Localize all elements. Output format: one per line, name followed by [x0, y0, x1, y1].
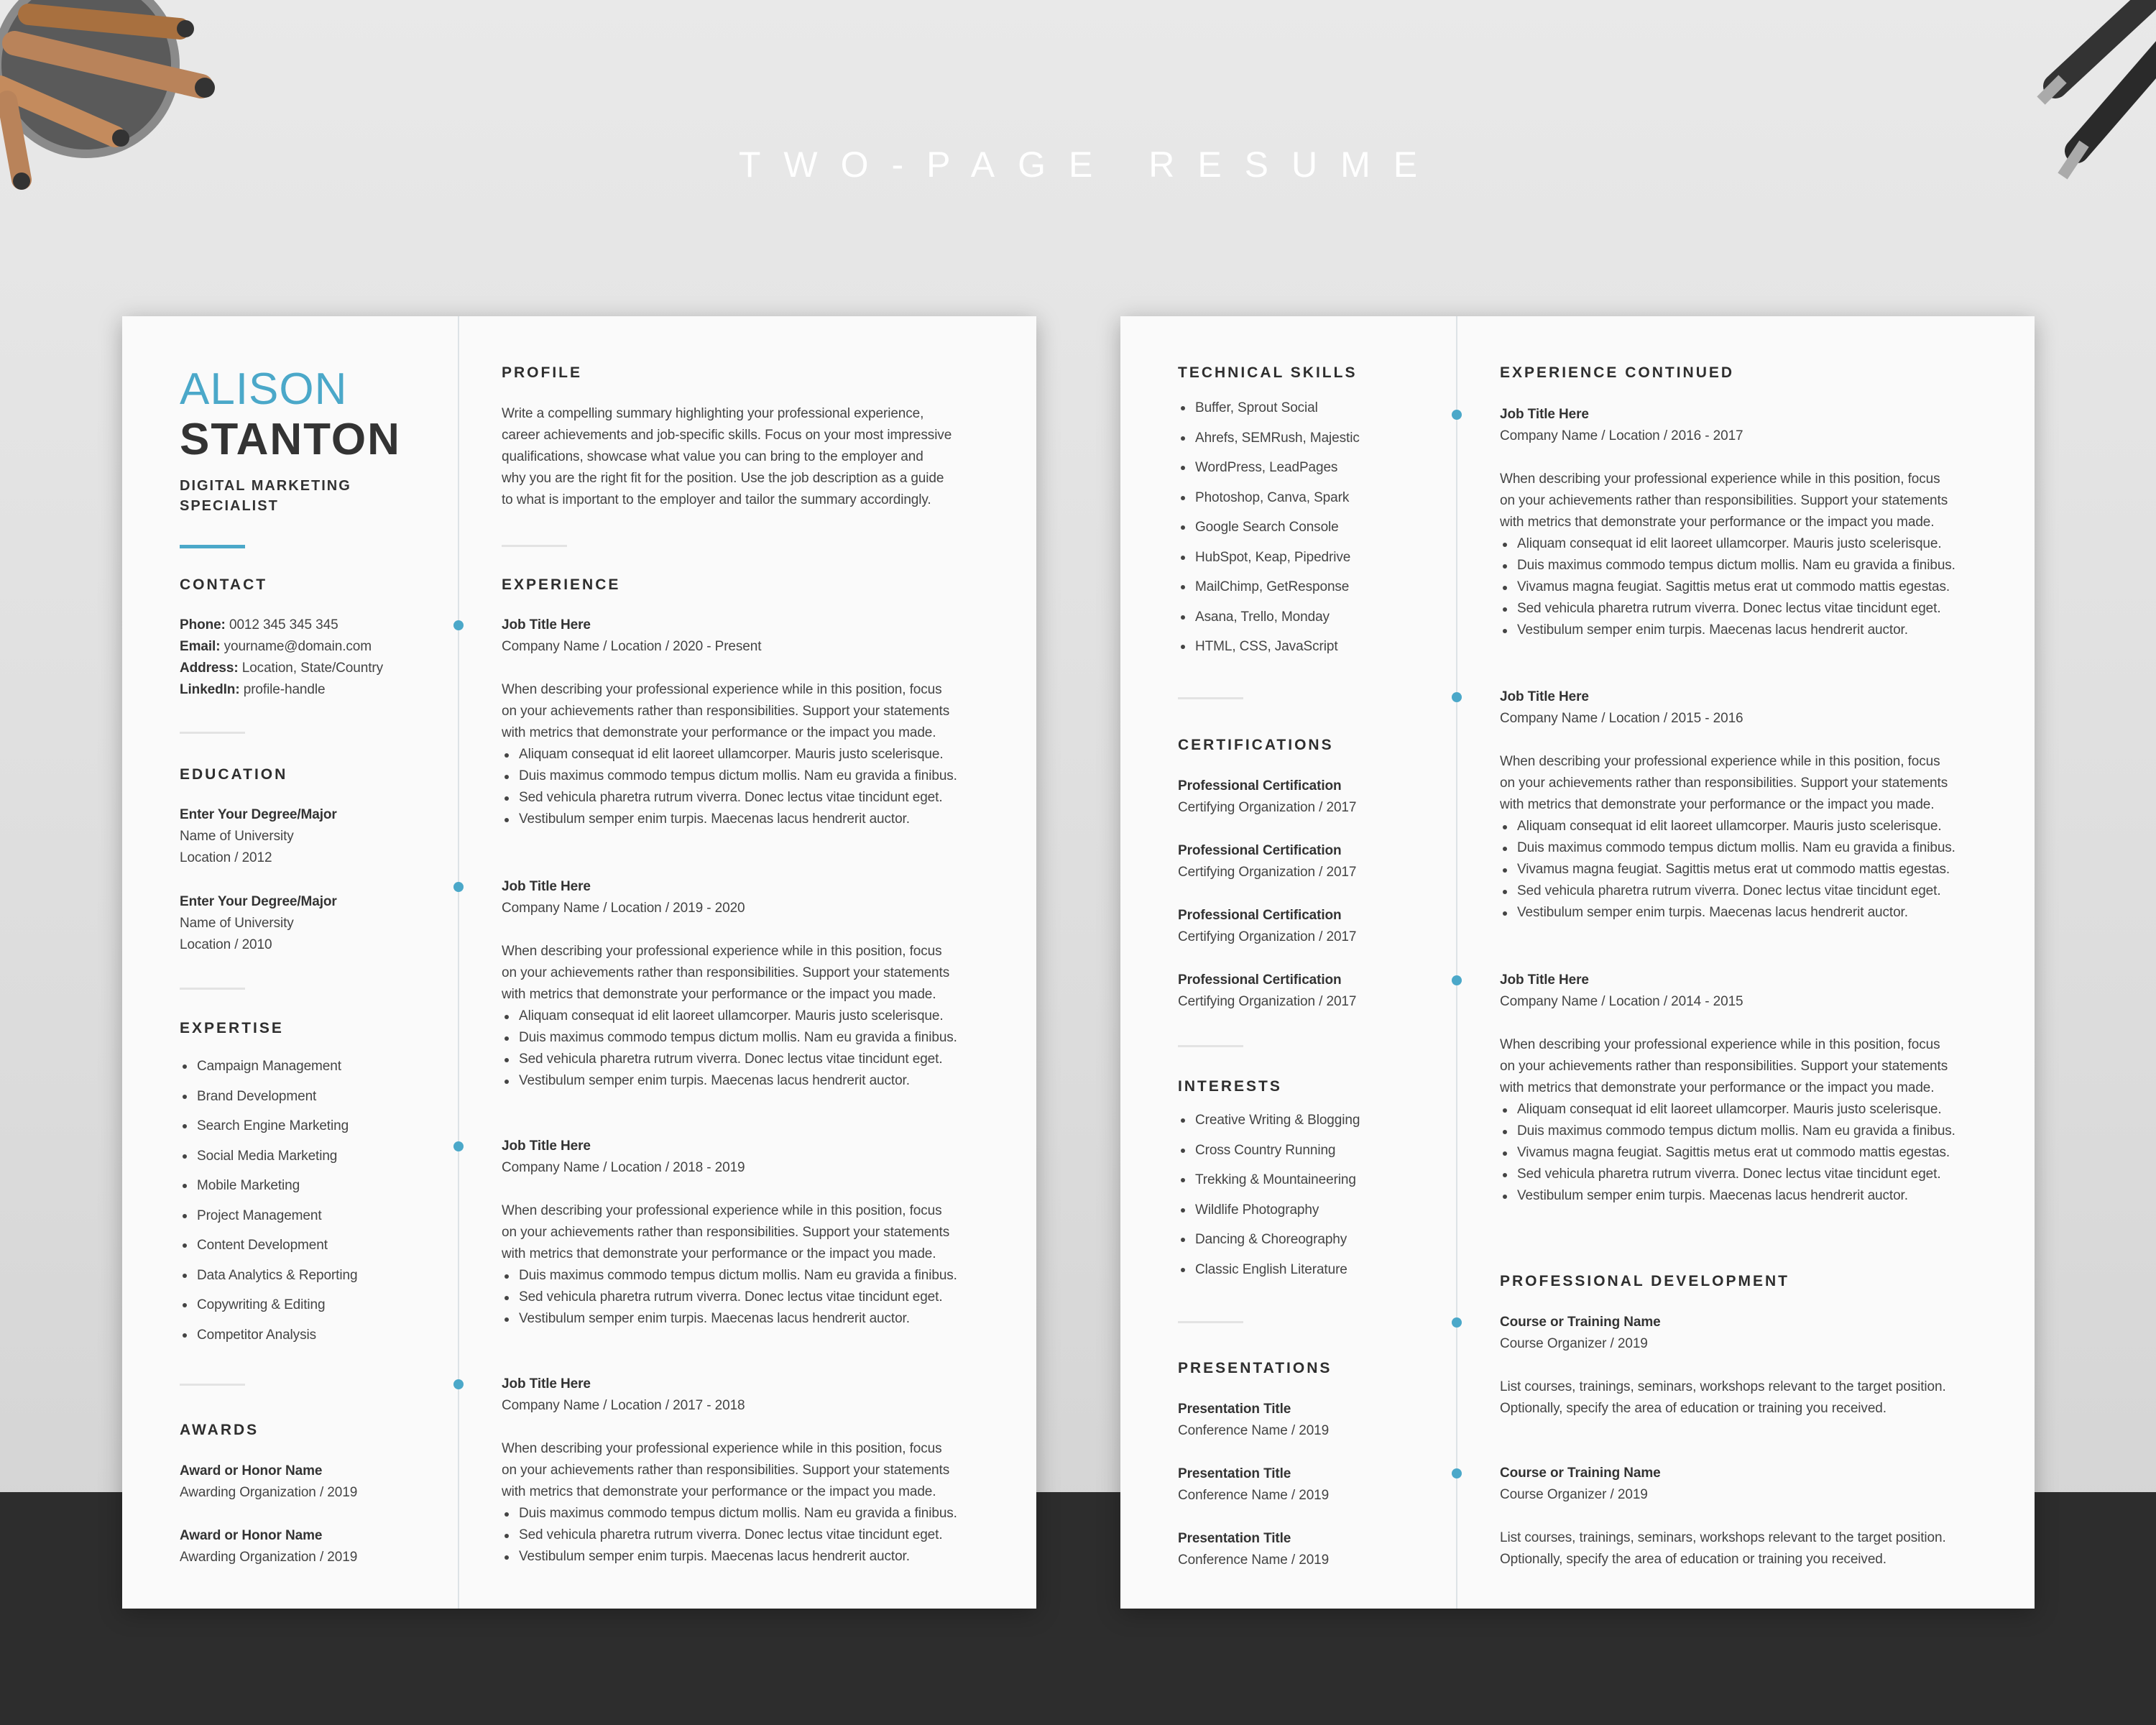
- job-bullet: Sed vehicula pharetra rutrum viverra. Donec lectus vitae tincidunt eget.: [502, 1049, 957, 1070]
- accent-bar: [180, 545, 245, 548]
- award-name: Award or Honor Name: [180, 1528, 323, 1543]
- banner-title: TWO-PAGE RESUME: [738, 144, 1441, 185]
- job-company: Company Name / Location / 2018 - 2019: [502, 1160, 745, 1175]
- job-bullet: Duis maximus commodo tempus dictum mollis. Nam eu gravida a finibus.: [502, 1503, 957, 1524]
- job-title: Job Title Here: [502, 1376, 591, 1392]
- job-description-line: with metrics that demonstrate your performance or the impact you made.: [502, 1484, 936, 1499]
- last-name: STANTON: [180, 415, 401, 464]
- skill-item: Ahrefs, SEMRush, Majestic: [1178, 423, 1360, 454]
- skill-item: Asana, Trello, Monday: [1178, 602, 1360, 632]
- job-bullet: Vestibulum semper enim turpis. Maecenas lacus hendrerit auctor.: [502, 1308, 957, 1330]
- job-description-line: When describing your professional experience while in this position, focus: [1500, 754, 1940, 769]
- presentation: [1178, 1463, 1329, 1506]
- certification-org: Certifying Organization / 2017: [1178, 994, 1357, 1009]
- interests-list: [1178, 1105, 1360, 1284]
- certifications-heading: CERTIFICATIONS: [1178, 737, 1334, 753]
- divider: [180, 732, 245, 734]
- award-item: [180, 1525, 357, 1568]
- interest-item: Classic English Literature: [1178, 1255, 1360, 1285]
- job-bullet: Vestibulum semper enim turpis. Maecenas lacus hendrerit auctor.: [1500, 1185, 1955, 1207]
- job-entry: [502, 615, 957, 830]
- job-bullet: Sed vehicula pharetra rutrum viverra. Donec lectus vitae tincidunt eget.: [502, 1287, 957, 1308]
- job-bullet: Duis maximus commodo tempus dictum mollis. Nam eu gravida a finibus.: [502, 765, 957, 787]
- expertise-item: Brand Development: [180, 1082, 357, 1112]
- certification-title: Professional Certification: [1178, 843, 1342, 858]
- awards-heading: AWARDS: [180, 1422, 259, 1438]
- experience-heading: EXPERIENCE: [502, 576, 621, 593]
- expertise-item: Project Management: [180, 1201, 357, 1231]
- job-bullet: Aliquam consequat id elit laoreet ullamcorper. Mauris justo scelerisque.: [502, 744, 957, 765]
- interests-heading: INTERESTS: [1178, 1078, 1282, 1095]
- job-description-line: with metrics that demonstrate your performance or the impact you made.: [1500, 515, 1935, 530]
- job-title-line: SPECIALIST: [180, 498, 279, 514]
- spacer: [1500, 1506, 1946, 1527]
- timeline-line: [458, 316, 459, 1609]
- divider: [180, 1384, 245, 1386]
- location-year: Location / 2010: [180, 937, 272, 952]
- presentation: [1178, 1399, 1329, 1442]
- university: Name of University: [180, 916, 294, 931]
- contact-row: [180, 636, 383, 658]
- certification-title: Professional Certification: [1178, 908, 1342, 923]
- course-description-line: Optionally, specify the area of education or training you received.: [1500, 1552, 1886, 1567]
- contact-row: [180, 615, 383, 636]
- pens-decoration: [1940, 0, 2156, 201]
- timeline-dot: [1452, 975, 1462, 985]
- course-entry: [1500, 1463, 1946, 1570]
- skill-item: WordPress, LeadPages: [1178, 453, 1360, 483]
- job-bullet: Aliquam consequat id elit laoreet ullamcorper. Mauris justo scelerisque.: [1500, 816, 1955, 837]
- course-name: Course or Training Name: [1500, 1315, 1661, 1330]
- contact-value: profile-handle: [239, 682, 326, 697]
- skill-item: Google Search Console: [1178, 512, 1360, 543]
- interest-item: Cross Country Running: [1178, 1136, 1360, 1166]
- timeline-line: [1456, 316, 1457, 1609]
- certification: [1178, 970, 1356, 1013]
- spacer: [1500, 1355, 1946, 1376]
- job-title: Job Title Here: [1500, 972, 1589, 988]
- job-company: Company Name / Location / 2019 - 2020: [502, 901, 745, 916]
- course-description-line: List courses, trainings, seminars, workshops relevant to the target position.: [1500, 1379, 1946, 1394]
- job-company: Company Name / Location / 2020 - Present: [502, 639, 762, 654]
- contact-row: [180, 658, 383, 679]
- job-title: Job Title Here: [1500, 689, 1589, 704]
- presentations-heading: PRESENTATIONS: [1178, 1360, 1332, 1376]
- timeline-dot: [1452, 1468, 1462, 1478]
- presentation-title: Presentation Title: [1178, 1531, 1291, 1546]
- award-name: Award or Honor Name: [180, 1463, 323, 1478]
- job-description-line: When describing your professional experience while in this position, focus: [502, 1203, 942, 1218]
- divider: [502, 545, 567, 547]
- timeline-dot: [453, 1141, 464, 1151]
- job-company: Company Name / Location / 2015 - 2016: [1500, 711, 1743, 726]
- job-description-line: When describing your professional experience while in this position, focus: [502, 944, 942, 959]
- job-bullet: Duis maximus commodo tempus dictum mollis. Nam eu gravida a finibus.: [1500, 555, 1955, 576]
- university: Name of University: [180, 829, 294, 844]
- contact-label: Address:: [180, 661, 239, 676]
- job-bullet: Sed vehicula pharetra rutrum viverra. Donec lectus vitae tincidunt eget.: [1500, 1164, 1955, 1185]
- expertise-list: [180, 1052, 357, 1350]
- course-name: Course or Training Name: [1500, 1466, 1661, 1481]
- contact-list: [180, 615, 383, 701]
- job-bullet: Sed vehicula pharetra rutrum viverra. Donec lectus vitae tincidunt eget.: [502, 1524, 957, 1546]
- profile-line: Write a compelling summary highlighting your professional experience,: [502, 406, 924, 421]
- job-bullet: Aliquam consequat id elit laoreet ullamcorper. Mauris justo scelerisque.: [1500, 533, 1955, 555]
- job-entry: [1500, 686, 1955, 924]
- spacer: [502, 1417, 957, 1438]
- course-organizer: Course Organizer / 2019: [1500, 1336, 1648, 1351]
- expertise-item: Search Engine Marketing: [180, 1111, 357, 1141]
- degree: Enter Your Degree/Major: [180, 894, 337, 909]
- skills-list: [1178, 393, 1360, 662]
- job-bullet: Sed vehicula pharetra rutrum viverra. Donec lectus vitae tincidunt eget.: [1500, 598, 1955, 620]
- contact-value: Location, State/Country: [238, 661, 384, 676]
- job-description-line: on your achievements rather than responsibilities. Support your statements: [1500, 776, 1948, 791]
- spacer: [502, 919, 957, 941]
- contact-label: Email:: [180, 639, 221, 654]
- job-title: Job Title Here: [502, 617, 591, 632]
- spacer: [1500, 447, 1955, 469]
- job-title: Job Title Here: [502, 1138, 591, 1154]
- contact-label: Phone:: [180, 617, 226, 632]
- presentation-org: Conference Name / 2019: [1178, 1552, 1330, 1568]
- job-bullet: Vestibulum semper enim turpis. Maecenas lacus hendrerit auctor.: [502, 1546, 957, 1568]
- timeline-dot: [453, 1379, 464, 1389]
- job-bullet: Vivamus magna feugiat. Sagittis metus erat ut commodo mattis egestas.: [1500, 576, 1955, 598]
- professional-development-heading: PROFESSIONAL DEVELOPMENT: [1500, 1273, 1789, 1289]
- job-description-line: with metrics that demonstrate your performance or the impact you made.: [502, 987, 936, 1002]
- skill-item: MailChimp, GetResponse: [1178, 572, 1360, 602]
- resume-page-2: [1120, 316, 2035, 1609]
- job-bullet: Sed vehicula pharetra rutrum viverra. Donec lectus vitae tincidunt eget.: [502, 787, 957, 809]
- job-description-line: on your achievements rather than responsibilities. Support your statements: [502, 1463, 950, 1478]
- divider: [180, 988, 245, 990]
- degree: Enter Your Degree/Major: [180, 807, 337, 822]
- certification-org: Certifying Organization / 2017: [1178, 929, 1357, 944]
- education-item: [180, 804, 337, 869]
- job-entry: [502, 1374, 957, 1568]
- pencil-cup-decoration: [0, 0, 216, 201]
- job-description-line: When describing your professional experience while in this position, focus: [502, 1441, 942, 1456]
- job-description-line: When describing your professional experience while in this position, focus: [1500, 1037, 1940, 1052]
- certification-org: Certifying Organization / 2017: [1178, 800, 1357, 815]
- contact-row: [180, 679, 383, 701]
- experience-continued-heading: EXPERIENCE CONTINUED: [1500, 364, 1735, 381]
- contact-value: 0012 345 345 345: [225, 617, 338, 632]
- job-title: Job Title Here: [502, 879, 591, 894]
- job-company: Company Name / Location / 2017 - 2018: [502, 1398, 745, 1413]
- divider: [1178, 1321, 1243, 1323]
- interest-item: Dancing & Choreography: [1178, 1225, 1360, 1255]
- expertise-item: Social Media Marketing: [180, 1141, 357, 1172]
- presentation: [1178, 1528, 1329, 1571]
- job-description-line: on your achievements rather than responsibilities. Support your statements: [502, 1225, 950, 1240]
- job-bullet: Duis maximus commodo tempus dictum mollis. Nam eu gravida a finibus.: [1500, 1121, 1955, 1142]
- profile-line: why you are the right fit for the position. Use the job description as a guide: [502, 471, 944, 486]
- profile-heading: PROFILE: [502, 364, 583, 381]
- first-name: ALISON: [180, 364, 348, 414]
- skill-item: HTML, CSS, JavaScript: [1178, 632, 1360, 662]
- profile-line: to what is important to the employer and tailor the summary accordingly.: [502, 492, 931, 507]
- contact-label: LinkedIn:: [180, 682, 240, 697]
- certification: [1178, 905, 1356, 948]
- job-description-line: When describing your professional experience while in this position, focus: [1500, 472, 1940, 487]
- spacer: [502, 1179, 957, 1200]
- profile-line: career achievements and job-specific skills. Focus on your most impressive: [502, 428, 952, 443]
- resume-page-1: [122, 316, 1036, 1609]
- presentation-title: Presentation Title: [1178, 1466, 1291, 1481]
- expertise-item: Content Development: [180, 1230, 357, 1261]
- expertise-item: Copywriting & Editing: [180, 1290, 357, 1320]
- job-bullet: Vestibulum semper enim turpis. Maecenas lacus hendrerit auctor.: [1500, 902, 1955, 924]
- divider: [1178, 1045, 1243, 1047]
- job-bullet: Aliquam consequat id elit laoreet ullamcorper. Mauris justo scelerisque.: [502, 1006, 957, 1027]
- timeline-dot: [1452, 1317, 1462, 1328]
- course-organizer: Course Organizer / 2019: [1500, 1487, 1648, 1502]
- certification-title: Professional Certification: [1178, 972, 1342, 988]
- job-description-line: on your achievements rather than responsibilities. Support your statements: [1500, 493, 1948, 508]
- contact-heading: CONTACT: [180, 576, 268, 593]
- course-entry: [1500, 1312, 1946, 1420]
- expertise-item: Campaign Management: [180, 1052, 357, 1082]
- education-heading: EDUCATION: [180, 766, 288, 783]
- certification: [1178, 776, 1356, 819]
- job-bullet: Vestibulum semper enim turpis. Maecenas lacus hendrerit auctor.: [502, 1070, 957, 1092]
- job-bullet: Aliquam consequat id elit laoreet ullamcorper. Mauris justo scelerisque.: [1500, 1099, 1955, 1121]
- job-bullet: Duis maximus commodo tempus dictum mollis. Nam eu gravida a finibus.: [502, 1027, 957, 1049]
- presentation-title: Presentation Title: [1178, 1402, 1291, 1417]
- award-org: Awarding Organization / 2019: [180, 1485, 358, 1500]
- profile-text: [502, 403, 952, 511]
- spacer: [502, 658, 957, 679]
- skill-item: Photoshop, Canva, Spark: [1178, 483, 1360, 513]
- job-title: Job Title Here: [1500, 407, 1589, 422]
- technical-skills-heading: TECHNICAL SKILLS: [1178, 364, 1358, 381]
- job-bullet: Duis maximus commodo tempus dictum mollis. Nam eu gravida a finibus.: [502, 1265, 957, 1287]
- contact-value: yourname@domain.com: [220, 639, 372, 654]
- job-description-line: with metrics that demonstrate your performance or the impact you made.: [502, 725, 936, 740]
- presentation-org: Conference Name / 2019: [1178, 1423, 1330, 1438]
- award-item: [180, 1460, 357, 1504]
- expertise-heading: EXPERTISE: [180, 1020, 284, 1036]
- presentation-org: Conference Name / 2019: [1178, 1488, 1330, 1503]
- job-description-line: with metrics that demonstrate your performance or the impact you made.: [502, 1246, 936, 1261]
- job-description-line: with metrics that demonstrate your performance or the impact you made.: [1500, 797, 1935, 812]
- job-description-line: on your achievements rather than responsibilities. Support your statements: [1500, 1059, 1948, 1074]
- education-item: [180, 891, 337, 956]
- spacer: [1500, 1013, 1955, 1034]
- job-bullet: Vestibulum semper enim turpis. Maecenas lacus hendrerit auctor.: [1500, 620, 1955, 641]
- expertise-item: Competitor Analysis: [180, 1320, 357, 1351]
- expertise-item: Data Analytics & Reporting: [180, 1261, 357, 1291]
- job-description-line: on your achievements rather than responsibilities. Support your statements: [502, 704, 950, 719]
- job-entry: [1500, 970, 1955, 1207]
- timeline-dot: [453, 620, 464, 630]
- certification-title: Professional Certification: [1178, 778, 1342, 794]
- skill-item: HubSpot, Keap, Pipedrive: [1178, 543, 1360, 573]
- profile-line: qualifications, showcase what value you can bring to the employer and: [502, 449, 923, 464]
- course-description-line: Optionally, specify the area of education or training you received.: [1500, 1401, 1886, 1416]
- timeline-dot: [1452, 692, 1462, 702]
- interest-item: Creative Writing & Blogging: [1178, 1105, 1360, 1136]
- award-org: Awarding Organization / 2019: [180, 1550, 358, 1565]
- interest-item: Wildlife Photography: [1178, 1195, 1360, 1225]
- job-bullet: Vestibulum semper enim turpis. Maecenas lacus hendrerit auctor.: [502, 809, 957, 830]
- certification: [1178, 840, 1356, 883]
- job-bullet: Sed vehicula pharetra rutrum viverra. Donec lectus vitae tincidunt eget.: [1500, 880, 1955, 902]
- job-bullet: Vivamus magna feugiat. Sagittis metus erat ut commodo mattis egestas.: [1500, 1142, 1955, 1164]
- job-bullet: Vivamus magna feugiat. Sagittis metus erat ut commodo mattis egestas.: [1500, 859, 1955, 880]
- job-bullet: Duis maximus commodo tempus dictum mollis. Nam eu gravida a finibus.: [1500, 837, 1955, 859]
- divider: [1178, 697, 1243, 699]
- spacer: [1500, 730, 1955, 751]
- job-description-line: with metrics that demonstrate your performance or the impact you made.: [1500, 1080, 1935, 1095]
- interest-item: Trekking & Mountaineering: [1178, 1165, 1360, 1195]
- timeline-dot: [1452, 410, 1462, 420]
- skill-item: Buffer, Sprout Social: [1178, 393, 1360, 423]
- timeline-dot: [453, 882, 464, 892]
- location-year: Location / 2012: [180, 850, 272, 865]
- expertise-item: Mobile Marketing: [180, 1171, 357, 1201]
- job-entry: [1500, 404, 1955, 641]
- job-description-line: When describing your professional experience while in this position, focus: [502, 682, 942, 697]
- job-entry: [502, 1136, 957, 1330]
- certification-org: Certifying Organization / 2017: [1178, 865, 1357, 880]
- job-company: Company Name / Location / 2014 - 2015: [1500, 994, 1743, 1009]
- job-title-line: DIGITAL MARKETING: [180, 478, 351, 494]
- job-company: Company Name / Location / 2016 - 2017: [1500, 428, 1743, 443]
- job-description-line: on your achievements rather than responsibilities. Support your statements: [502, 965, 950, 980]
- job-entry: [502, 876, 957, 1092]
- course-description-line: List courses, trainings, seminars, workshops relevant to the target position.: [1500, 1530, 1946, 1545]
